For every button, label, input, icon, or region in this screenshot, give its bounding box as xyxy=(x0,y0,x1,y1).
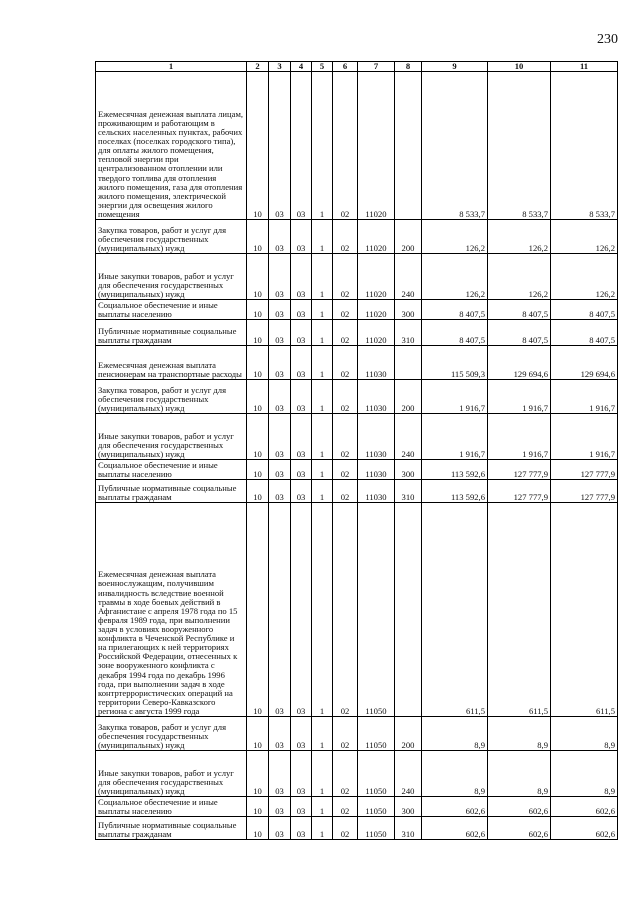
row-name: Закупка товаров, работ и услуг для обеспечения государственных (муниципальных) нужд xyxy=(96,380,247,414)
subsection-code: 03 xyxy=(269,717,291,751)
column-header: 10 xyxy=(488,62,551,72)
amount-col9: 126,2 xyxy=(422,220,488,254)
subsection-code: 03 xyxy=(269,414,291,460)
section-code: 10 xyxy=(247,300,269,320)
direction-code: 11050 xyxy=(358,503,395,717)
row-name: Иные закупки товаров, работ и услуг для обеспечения государственных (муниципальных) нужд xyxy=(96,254,247,300)
subsection-code: 03 xyxy=(269,346,291,380)
section-code: 10 xyxy=(247,460,269,480)
amount-col10: 8 407,5 xyxy=(488,320,551,346)
subsection-code: 03 xyxy=(269,817,291,840)
direction-code: 11030 xyxy=(358,460,395,480)
subprogram-code: 1 xyxy=(312,380,333,414)
subsection-code: 03 xyxy=(269,460,291,480)
event-code: 02 xyxy=(333,380,358,414)
subprogram-code: 1 xyxy=(312,503,333,717)
program-code: 03 xyxy=(291,460,312,480)
program-code: 03 xyxy=(291,480,312,503)
event-code: 02 xyxy=(333,717,358,751)
amount-col11: 127 777,9 xyxy=(551,460,618,480)
direction-code: 11030 xyxy=(358,380,395,414)
amount-col11: 602,6 xyxy=(551,797,618,817)
amount-col9: 602,6 xyxy=(422,817,488,840)
subprogram-code: 1 xyxy=(312,72,333,220)
table-row xyxy=(96,220,618,254)
amount-col10: 8,9 xyxy=(488,717,551,751)
table-row xyxy=(96,414,618,460)
subprogram-code: 1 xyxy=(312,460,333,480)
table-row xyxy=(96,254,618,300)
amount-col9: 611,5 xyxy=(422,503,488,717)
program-code: 03 xyxy=(291,751,312,797)
amount-col11: 611,5 xyxy=(551,503,618,717)
event-code: 02 xyxy=(333,480,358,503)
column-header: 5 xyxy=(312,62,333,72)
expense-type-code: 300 xyxy=(395,460,422,480)
amount-col10: 8,9 xyxy=(488,751,551,797)
amount-col11: 1 916,7 xyxy=(551,380,618,414)
amount-col9: 8,9 xyxy=(422,751,488,797)
direction-code: 11050 xyxy=(358,717,395,751)
section-code: 10 xyxy=(247,414,269,460)
amount-col9: 113 592,6 xyxy=(422,480,488,503)
section-code: 10 xyxy=(247,220,269,254)
table-row xyxy=(96,717,618,751)
amount-col10: 1 916,7 xyxy=(488,380,551,414)
event-code: 02 xyxy=(333,300,358,320)
expense-type-code: 240 xyxy=(395,751,422,797)
direction-code: 11030 xyxy=(358,480,395,503)
table-row xyxy=(96,817,618,840)
expense-type-code: 310 xyxy=(395,480,422,503)
amount-col10: 602,6 xyxy=(488,797,551,817)
table-row xyxy=(96,480,618,503)
amount-col10: 1 916,7 xyxy=(488,414,551,460)
table-row xyxy=(96,300,618,320)
amount-col11: 8,9 xyxy=(551,751,618,797)
amount-col9: 8,9 xyxy=(422,717,488,751)
table-row xyxy=(96,320,618,346)
column-header: 7 xyxy=(358,62,395,72)
expense-type-code xyxy=(395,503,422,717)
column-header: 4 xyxy=(291,62,312,72)
row-name: Ежемесячная денежная выплата военнослужащим, получившим инвалидность вследствие военной травмы в ходе боевых действий в Афганистане с апреля 1978 года по 15 февраля 1989 года, при выполнении задач в условиях вооруженного конфликта в Чеченской Республике и на прилегающих к ней территориях Российской Федерации, отнесенных к зоне вооруженного конфликта с декабря 1994 года по декабрь 1996 года, при выполнении задач в ходе контртеррористических операций на территории Северо-Кавказского региона с августа 1999 года xyxy=(96,503,247,717)
program-code: 03 xyxy=(291,72,312,220)
amount-col10: 8 533,7 xyxy=(488,72,551,220)
amount-col9: 602,6 xyxy=(422,797,488,817)
event-code: 02 xyxy=(333,220,358,254)
subprogram-code: 1 xyxy=(312,300,333,320)
budget-table xyxy=(95,61,618,840)
subprogram-code: 1 xyxy=(312,320,333,346)
column-header: 1 xyxy=(96,62,247,72)
row-name: Публичные нормативные социальные выплаты гражданам xyxy=(96,480,247,503)
amount-col11: 8 533,7 xyxy=(551,72,618,220)
table-header-row xyxy=(96,62,618,72)
section-code: 10 xyxy=(247,254,269,300)
direction-code: 11050 xyxy=(358,751,395,797)
subsection-code: 03 xyxy=(269,300,291,320)
amount-col11: 602,6 xyxy=(551,817,618,840)
event-code: 02 xyxy=(333,346,358,380)
amount-col10: 8 407,5 xyxy=(488,300,551,320)
direction-code: 11020 xyxy=(358,320,395,346)
row-name: Социальное обеспечение и иные выплаты населению xyxy=(96,460,247,480)
table-row xyxy=(96,751,618,797)
row-name: Публичные нормативные социальные выплаты гражданам xyxy=(96,320,247,346)
section-code: 10 xyxy=(247,346,269,380)
row-name: Иные закупки товаров, работ и услуг для обеспечения государственных (муниципальных) нужд xyxy=(96,751,247,797)
section-code: 10 xyxy=(247,717,269,751)
amount-col11: 126,2 xyxy=(551,254,618,300)
direction-code: 11030 xyxy=(358,346,395,380)
amount-col10: 611,5 xyxy=(488,503,551,717)
column-header: 8 xyxy=(395,62,422,72)
table-row xyxy=(96,346,618,380)
amount-col9: 1 916,7 xyxy=(422,414,488,460)
row-name: Иные закупки товаров, работ и услуг для обеспечения государственных (муниципальных) нужд xyxy=(96,414,247,460)
amount-col11: 129 694,6 xyxy=(551,346,618,380)
event-code: 02 xyxy=(333,817,358,840)
amount-col10: 126,2 xyxy=(488,220,551,254)
row-name: Закупка товаров, работ и услуг для обеспечения государственных (муниципальных) нужд xyxy=(96,220,247,254)
table-row xyxy=(96,797,618,817)
subsection-code: 03 xyxy=(269,480,291,503)
program-code: 03 xyxy=(291,380,312,414)
subprogram-code: 1 xyxy=(312,751,333,797)
amount-col11: 8 407,5 xyxy=(551,300,618,320)
expense-type-code: 200 xyxy=(395,717,422,751)
row-name: Ежемесячная денежная выплата лицам, проживающим и работающим в сельских населенных пунктах, рабочих поселках (поселках городского типа), для оплаты жилого помещения, тепловой энергии при централизованном отоплении или твердого топлива для отопления жилого помещения, газа для отопления жилого помещения, электрической энергии для освещения жилого помещения xyxy=(96,72,247,220)
subsection-code: 03 xyxy=(269,220,291,254)
amount-col9: 1 916,7 xyxy=(422,380,488,414)
program-code: 03 xyxy=(291,503,312,717)
amount-col11: 126,2 xyxy=(551,220,618,254)
subsection-code: 03 xyxy=(269,380,291,414)
amount-col9: 8 407,5 xyxy=(422,300,488,320)
subsection-code: 03 xyxy=(269,72,291,220)
subsection-code: 03 xyxy=(269,254,291,300)
expense-type-code: 310 xyxy=(395,320,422,346)
expense-type-code: 300 xyxy=(395,797,422,817)
table-row xyxy=(96,503,618,717)
program-code: 03 xyxy=(291,320,312,346)
program-code: 03 xyxy=(291,346,312,380)
program-code: 03 xyxy=(291,414,312,460)
subprogram-code: 1 xyxy=(312,797,333,817)
row-name: Социальное обеспечение и иные выплаты населению xyxy=(96,300,247,320)
subprogram-code: 1 xyxy=(312,717,333,751)
expense-type-code: 200 xyxy=(395,220,422,254)
amount-col9: 113 592,6 xyxy=(422,460,488,480)
expense-type-code xyxy=(395,72,422,220)
amount-col9: 115 509,3 xyxy=(422,346,488,380)
direction-code: 11050 xyxy=(358,797,395,817)
event-code: 02 xyxy=(333,503,358,717)
amount-col11: 127 777,9 xyxy=(551,480,618,503)
direction-code: 11020 xyxy=(358,72,395,220)
expense-type-code: 200 xyxy=(395,380,422,414)
event-code: 02 xyxy=(333,254,358,300)
section-code: 10 xyxy=(247,72,269,220)
column-header: 9 xyxy=(422,62,488,72)
expense-type-code: 310 xyxy=(395,817,422,840)
column-header: 2 xyxy=(247,62,269,72)
direction-code: 11020 xyxy=(358,254,395,300)
program-code: 03 xyxy=(291,300,312,320)
amount-col10: 127 777,9 xyxy=(488,460,551,480)
expense-type-code: 240 xyxy=(395,414,422,460)
subprogram-code: 1 xyxy=(312,414,333,460)
amount-col11: 8,9 xyxy=(551,717,618,751)
amount-col11: 1 916,7 xyxy=(551,414,618,460)
section-code: 10 xyxy=(247,817,269,840)
row-name: Закупка товаров, работ и услуг для обеспечения государственных (муниципальных) нужд xyxy=(96,717,247,751)
column-header: 6 xyxy=(333,62,358,72)
program-code: 03 xyxy=(291,220,312,254)
column-header: 3 xyxy=(269,62,291,72)
page-number: 230 xyxy=(597,32,618,47)
amount-col10: 127 777,9 xyxy=(488,480,551,503)
subsection-code: 03 xyxy=(269,797,291,817)
direction-code: 11050 xyxy=(358,817,395,840)
table-row xyxy=(96,72,618,220)
column-header: 11 xyxy=(551,62,618,72)
section-code: 10 xyxy=(247,797,269,817)
amount-col9: 126,2 xyxy=(422,254,488,300)
event-code: 02 xyxy=(333,414,358,460)
amount-col10: 602,6 xyxy=(488,817,551,840)
amount-col10: 126,2 xyxy=(488,254,551,300)
table-body xyxy=(96,72,618,840)
program-code: 03 xyxy=(291,797,312,817)
table-row xyxy=(96,460,618,480)
amount-col9: 8 533,7 xyxy=(422,72,488,220)
section-code: 10 xyxy=(247,380,269,414)
amount-col11: 8 407,5 xyxy=(551,320,618,346)
event-code: 02 xyxy=(333,72,358,220)
subprogram-code: 1 xyxy=(312,817,333,840)
section-code: 10 xyxy=(247,480,269,503)
subprogram-code: 1 xyxy=(312,254,333,300)
subprogram-code: 1 xyxy=(312,346,333,380)
expense-type-code: 300 xyxy=(395,300,422,320)
amount-col10: 129 694,6 xyxy=(488,346,551,380)
event-code: 02 xyxy=(333,797,358,817)
subprogram-code: 1 xyxy=(312,220,333,254)
program-code: 03 xyxy=(291,817,312,840)
amount-col9: 8 407,5 xyxy=(422,320,488,346)
section-code: 10 xyxy=(247,751,269,797)
row-name: Социальное обеспечение и иные выплаты населению xyxy=(96,797,247,817)
section-code: 10 xyxy=(247,320,269,346)
direction-code: 11020 xyxy=(358,220,395,254)
section-code: 10 xyxy=(247,503,269,717)
table-row xyxy=(96,380,618,414)
subsection-code: 03 xyxy=(269,320,291,346)
event-code: 02 xyxy=(333,751,358,797)
expense-type-code xyxy=(395,346,422,380)
subsection-code: 03 xyxy=(269,503,291,717)
expense-type-code: 240 xyxy=(395,254,422,300)
row-name: Публичные нормативные социальные выплаты гражданам xyxy=(96,817,247,840)
program-code: 03 xyxy=(291,717,312,751)
row-name: Ежемесячная денежная выплата пенсионерам на транспортные расходы xyxy=(96,346,247,380)
event-code: 02 xyxy=(333,320,358,346)
direction-code: 11030 xyxy=(358,414,395,460)
subprogram-code: 1 xyxy=(312,480,333,503)
subsection-code: 03 xyxy=(269,751,291,797)
direction-code: 11020 xyxy=(358,300,395,320)
program-code: 03 xyxy=(291,254,312,300)
event-code: 02 xyxy=(333,460,358,480)
